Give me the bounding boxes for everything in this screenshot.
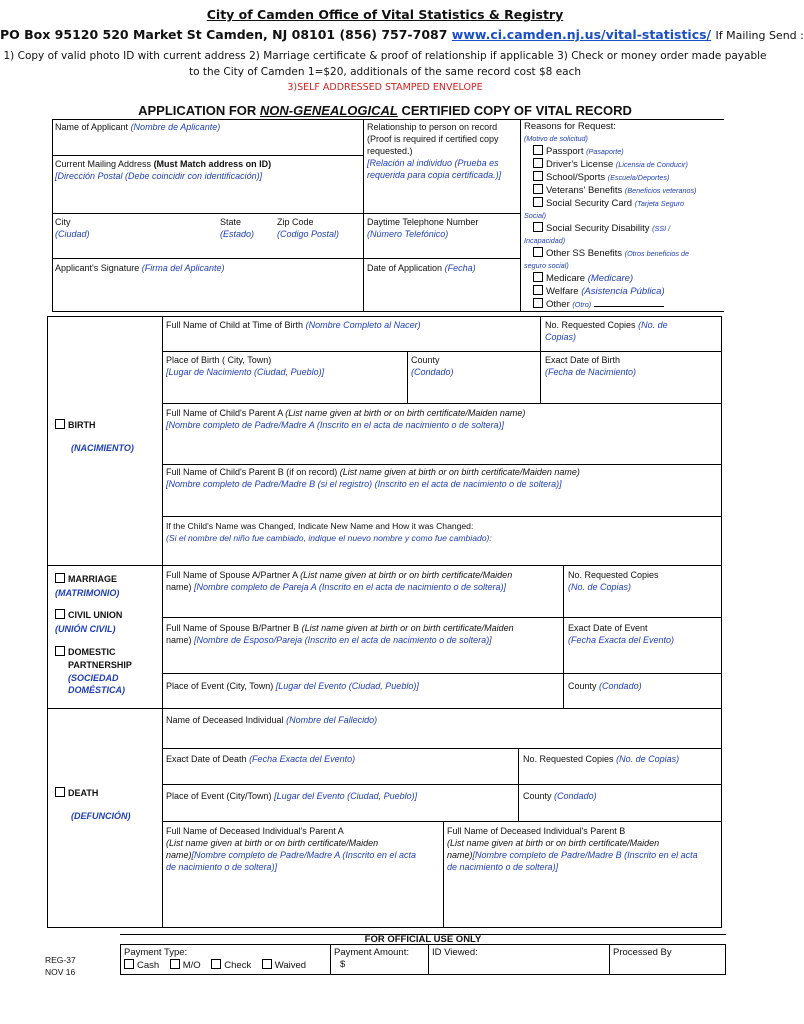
processed-by-field[interactable]: Processed By <box>613 947 672 958</box>
marriage-checkbox[interactable] <box>55 573 65 583</box>
reasons-panel: Reasons for Request: (Motivo de solicitud) Passport (Pasaporte) Driver's License (Licensia de Conducir) School/Sports (Escuela/Deportes) Veterans' Benefits (Beneficios veteranos) Social Security Card (Tarjeta Seguro Social) Social Security Disability (SSI / Incapacidad) Other SS Benefits (Otros beneficios de seguro social) Medicare (Medicare) Welfare (Asistencia Pública) Other (Otro) <box>524 121 724 311</box>
license-checkbox[interactable] <box>533 158 543 168</box>
other-checkbox[interactable] <box>533 298 543 308</box>
office-title: City of Camden Office of Vital Statistics & Registry <box>206 7 564 22</box>
reason-ss-disability[interactable]: Social Security Disability (SSI / <box>524 222 724 235</box>
payment-amount-field[interactable]: Payment Amount: $ <box>334 947 409 970</box>
death-date-field[interactable]: Exact Date of Death (Fecha Exacta del Evento) <box>166 754 356 764</box>
reason-passport[interactable]: Passport (Pasaporte) <box>524 145 724 158</box>
deceased-parent-b-field[interactable]: Full Name of Deceased Individual's Parent B (List name given at birth or on birth certificate/Maiden name)[Nombre completo de Padre/Madre B (Inscrito en el acta de nacimiento o de soltera)] <box>447 826 698 872</box>
birth-label-es: (NACIMIENTO) <box>71 443 134 453</box>
cash-checkbox[interactable] <box>124 959 134 969</box>
domestic-partnership-option[interactable]: DOMESTIC <box>55 646 116 658</box>
name-change-field[interactable]: If the Child's Name was Changed, Indicate New Name and How it was Changed: (Si el nombre del niño fue cambiado, indique el nuevo nombre y como fue cambiado): <box>166 521 492 543</box>
marriage-label-es: (MATRIMONIO) <box>55 588 120 598</box>
death-option[interactable]: DEATH <box>55 787 98 799</box>
spouse-a-field[interactable]: Full Name of Spouse A/Partner A (List name given at birth or on birth certificate/Maiden name) [Nombre completo de Pareja A (Inscrito en el acta de nacimiento o de soltera)] <box>166 570 513 592</box>
payment-waived[interactable]: Waived <box>262 960 306 971</box>
mo-checkbox[interactable] <box>170 959 180 969</box>
title-emphasis: NON-GENEALOGICAL <box>259 103 398 118</box>
payment-type: Payment Type: Cash M/O Check Waived <box>124 947 307 971</box>
applicant-name-field[interactable]: Name of Applicant (Nombre de Aplicante) <box>55 122 221 132</box>
civil-union-option[interactable]: CIVIL UNION <box>55 609 122 621</box>
reason-ss-card[interactable]: Social Security Card (Tarjeta Seguro <box>524 197 724 210</box>
domestic-partnership-es-1: (SOCIEDAD <box>68 673 119 683</box>
deceased-parent-a-field[interactable]: Full Name of Deceased Individual's Parent A (List name given at birth or on birth certificate/Maiden name)[Nombre completo de Padre/Madre A (Inscrito en el acta de nacimiento o de soltera)] <box>166 826 416 872</box>
civil-union-checkbox[interactable] <box>55 609 65 619</box>
mailing-note: If Mailing Send : <box>715 29 804 42</box>
death-place-field[interactable]: Place of Event (City/Town) [Lugar del Evento (Ciudad, Pueblo)] <box>166 791 418 801</box>
birth-parent-a-field[interactable]: Full Name of Child's Parent A (List name given at birth or on birth certificate/Maiden name) [Nombre completo de Padre/Madre A (Inscrito en el acta de nacimiento o de soltera)] <box>166 408 526 430</box>
spouse-b-field[interactable]: Full Name of Spouse B/Partner B (List name given at birth or on birth certificate/Maiden name) [Nombre de Esposo/Pareja (Inscrito en el acta de nacimiento o de soltera)] <box>166 623 514 645</box>
official-use-title: FOR OFFICIAL USE ONLY <box>364 934 482 945</box>
state-field[interactable]: State (Estado) <box>220 217 255 239</box>
check-checkbox[interactable] <box>211 959 221 969</box>
application-title: APPLICATION FOR NON-GENEALOGICAL CERTIFIED COPY OF VITAL RECORD <box>138 103 632 118</box>
deceased-name-field[interactable]: Name of Deceased Individual (Nombre del Fallecido) <box>166 715 378 725</box>
reason-drivers-license[interactable]: Driver's License (Licensia de Conducir) <box>524 158 724 171</box>
reason-other-ss[interactable]: Other SS Benefits (Otros beneficios de <box>524 247 724 260</box>
marriage-option[interactable]: MARRIAGE <box>55 573 117 585</box>
marriage-county-field[interactable]: County (Condado) <box>568 681 642 691</box>
birth-checkbox[interactable] <box>55 419 65 429</box>
birth-copies-field[interactable]: No. Requested Copies (No. de Copias) <box>545 320 668 342</box>
domestic-partnership-es-2: DOMÉSTICA) <box>68 685 125 695</box>
marriage-place-field[interactable]: Place of Event (City, Town) [Lugar del Evento (Ciudad, Pueblo)] <box>166 681 419 691</box>
civil-union-label-es: (UNIÓN CIVIL) <box>55 624 116 634</box>
passport-checkbox[interactable] <box>533 145 543 155</box>
reason-medicare[interactable]: Medicare (Medicare) <box>524 272 724 285</box>
reason-school[interactable]: School/Sports (Escuela/Deportes) <box>524 171 724 184</box>
requirements-line-3: 3)SELF ADDRESSED STAMPED ENVELOPE <box>287 82 483 93</box>
payment-check[interactable]: Check <box>211 960 251 971</box>
death-checkbox[interactable] <box>55 787 65 797</box>
reason-other[interactable]: Other (Otro) <box>524 298 724 311</box>
ss-card-checkbox[interactable] <box>533 197 543 207</box>
city-field[interactable]: City (Ciudad) <box>55 217 90 239</box>
vital-statistics-link[interactable]: www.ci.camden.nj.us/vital-statistics/ <box>451 27 712 42</box>
birth-option[interactable]: BIRTH <box>55 419 96 431</box>
requirements-line-2: to the City of Camden 1=$20, additionals of the same record cost $8 each <box>188 66 582 78</box>
death-county-field[interactable]: County (Condado) <box>523 791 597 801</box>
death-copies-field[interactable]: No. Requested Copies (No. de Copias) <box>523 754 680 764</box>
relationship-field[interactable]: Relationship to person on record (Proof is required if certified copy requested.) [Relación al individuo (Prueba es requerida para copia certificada.)] <box>367 122 502 180</box>
form-number: REG-37 NOV 16 <box>45 955 76 977</box>
id-viewed-field[interactable]: ID Viewed: <box>432 947 478 958</box>
requirements-line-1: 1) Copy of valid photo ID with current address 2) Marriage certificate & proof of relationship if applicable 3) Check or money order made payable <box>3 50 767 62</box>
office-address: PO Box 95120 520 Market St Camden, NJ 08101 (856) 757-7087 <box>0 27 448 42</box>
reason-welfare[interactable]: Welfare (Asistencia Pública) <box>524 285 724 298</box>
birth-county-field[interactable]: County (Condado) <box>411 355 454 377</box>
medicare-checkbox[interactable] <box>533 272 543 282</box>
ss-disability-checkbox[interactable] <box>533 222 543 232</box>
birth-date-field[interactable]: Exact Date of Birth (Fecha de Nacimiento) <box>545 355 637 377</box>
requirements <box>0 48 770 80</box>
veterans-checkbox[interactable] <box>533 184 543 194</box>
signature-field[interactable]: Applicant's Signature (Firma del Aplicante) <box>55 263 225 273</box>
welfare-checkbox[interactable] <box>533 285 543 295</box>
other-ss-checkbox[interactable] <box>533 247 543 257</box>
payment-mo[interactable]: M/O <box>170 960 201 971</box>
application-date-field[interactable]: Date of Application (Fecha) <box>367 263 476 273</box>
birth-place-field[interactable]: Place of Birth ( City, Town) [Lugar de Nacimiento (Ciudad, Pueblo)] <box>166 355 325 377</box>
waived-checkbox[interactable] <box>262 959 272 969</box>
child-name-field[interactable]: Full Name of Child at Time of Birth (Nombre Completo al Nacer) <box>166 320 421 330</box>
payment-cash[interactable]: Cash <box>124 960 159 971</box>
marriage-copies-field[interactable]: No. Requested Copies (No. de Copias) <box>568 570 659 592</box>
reason-veterans[interactable]: Veterans' Benefits (Beneficios veteranos) <box>524 184 724 197</box>
mailing-address-field[interactable]: Current Mailing Address (Must Match address on ID) [Dirección Postal (Debe coincidir con identificación)] <box>55 159 272 181</box>
office-address-line <box>0 27 804 42</box>
phone-field[interactable]: Daytime Telephone Number (Número Telefónico) <box>367 217 479 239</box>
other-reason-input[interactable] <box>594 306 664 307</box>
domestic-partnership-label-2: PARTNERSHIP <box>68 660 132 670</box>
marriage-date-field[interactable]: Exact Date of Event (Fecha Exacta del Evento) <box>568 623 675 645</box>
zip-field[interactable]: Zip Code (Codigo Postal) <box>277 217 340 239</box>
domestic-partnership-checkbox[interactable] <box>55 646 65 656</box>
death-label-es: (DEFUNCIÓN) <box>71 811 131 821</box>
birth-parent-b-field[interactable]: Full Name of Child's Parent B (if on record) (List name given at birth or on birth certificate/Maiden name) [Nombre completo de Padre/Madre B (si el registro) (Inscrito en el acta de nacimiento o de soltera)] <box>166 467 580 489</box>
school-checkbox[interactable] <box>533 171 543 181</box>
